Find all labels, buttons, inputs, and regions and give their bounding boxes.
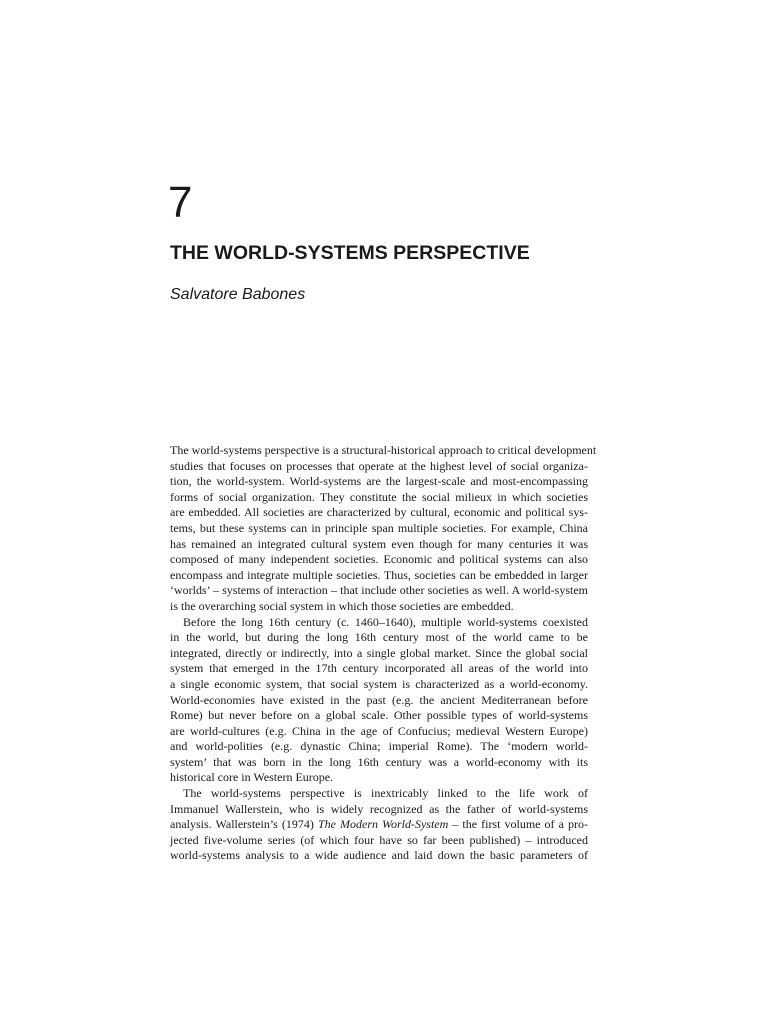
text-line: World-economies have existed in the past (e.g. the ancient Mediterranean before: [170, 692, 588, 707]
chapter-number: 7: [168, 178, 193, 227]
chapter-title: THE WORLD-SYSTEMS PERSPECTIVE: [170, 242, 530, 264]
paragraph-1: [170, 443, 597, 615]
text-line: historical core in Western Europe.: [170, 770, 334, 785]
text-line: Immanuel Wallerstein, who is widely recognized as the father of world-systems: [170, 801, 588, 816]
text-line: world-systems analysis to a wide audience and laid down the basic parameters of: [170, 848, 588, 863]
text-line-with-title: [170, 817, 588, 833]
text-segment: analysis. Wallerstein’s (1974): [170, 817, 318, 832]
book-title-italic: The Modern World-System: [317, 817, 449, 832]
text-line: forms of social organization. They constitute the social milieux in which societies: [170, 489, 588, 504]
text-line: tems, but these systems can in principle span multiple societies. For example, China: [170, 520, 588, 535]
text-segment: – the first volume of a pro-: [448, 817, 588, 832]
text-line: integrated, directly or indirectly, into a single global market. Since the global social: [170, 645, 588, 660]
text-line: and world-polities (e.g. dynastic China; imperial Rome). The ‘modern world-: [170, 739, 588, 754]
text-line: jected five-volume series (of which four have so far been published) – introduced: [170, 832, 588, 847]
text-line: has remained an integrated cultural system even though for many centuries it was: [170, 536, 588, 551]
text-line: tion, the world-system. World-systems are the largest-scale and most-encompassing: [170, 474, 588, 489]
text-line: studies that focuses on processes that operate at the highest level of social organiza-: [170, 458, 588, 473]
text-line: system that emerged in the 17th century incorporated all areas of the world into: [170, 661, 588, 676]
paragraph-2: [170, 615, 588, 787]
text-line: system’ that was born in the long 16th century was a world-economy with its: [170, 754, 588, 769]
chapter-author: Salvatore Babones: [170, 286, 306, 303]
text-line: are embedded. All societies are characterized by cultural, economic and political sys-: [170, 505, 588, 520]
text-line: in the world, but during the long 16th century most of the world came to be: [170, 630, 588, 645]
body-text: [170, 443, 597, 864]
text-line: is the overarching social system in which those societies are embedded.: [170, 598, 514, 613]
text-line: Before the long 16th century (c. 1460–1640), multiple world-systems coexisted: [183, 614, 588, 629]
text-line: are world-cultures (e.g. China in the age of Confucius; medieval Western Europe): [170, 723, 588, 738]
text-line: a single economic system, that social system is characterized as a world-economy.: [170, 676, 588, 691]
text-line: The world-systems perspective is a structural-historical approach to critical development: [170, 443, 597, 457]
text-line: composed of many independent societies. Economic and political systems can also: [170, 552, 588, 567]
text-line: Rome) but never before on a global scale. Other possible types of world-systems: [170, 708, 588, 723]
text-line: The world-systems perspective is inextricably linked to the life work of: [183, 786, 588, 801]
text-line: ‘worlds’ – systems of interaction – that include other societies as well. A world-system: [170, 583, 588, 598]
book-page: [168, 0, 597, 1024]
paragraph-3: [170, 786, 588, 864]
text-line: encompass and integrate multiple societies. Thus, societies can be embedded in larger: [170, 567, 588, 582]
